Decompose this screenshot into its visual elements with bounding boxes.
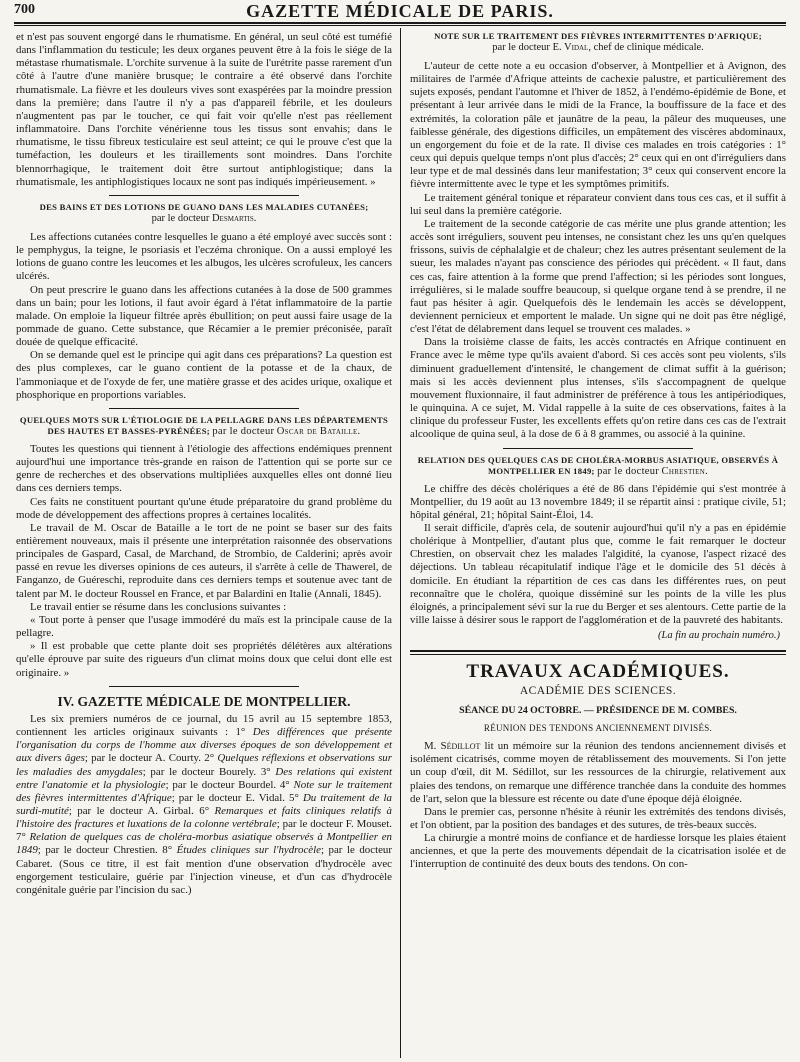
pellagre-quote: » Il est probable que cette plante doit ses propriétés délétères aux altérations qu'elle éprouve par suite des rigueurs d'un climat moins doux que celui dont elle est originaire. »: [16, 640, 392, 679]
seance-line: SÉANCE DU 24 OCTOBRE. — PRÉSIDENCE DE M. COMBES.: [459, 704, 737, 716]
section-rule: [410, 654, 786, 655]
separator: [109, 686, 299, 687]
right-column: [410, 31, 786, 872]
cholera-paragraph: Il serait difficile, d'après cela, de soutenir aujourd'hui qu'il n'y a pas en épidémie cholérique à Montpellier, d'autant plus que, comme le fait remarquer le docteur Chrestien, on observait chez les malades l'algidité, la cyanose, l'aspect rizacé des déjections. Un tableau récapitulatif indique l'âge et le domicile des 51 décès à domicile. En étudiant la répartition de ces cas dans les différentes rues, on peut reconnaître que le choléra, quoique disséminé sur les points de la ville les plus éloignés, a principalement sévi sur la rue du Berger et ses alentours. Cette partie de la ville laisse à désirer sous le rapport de l'agglomération et de la pauvreté des habitants.: [410, 522, 786, 627]
author-prefix: par le docteur: [492, 42, 550, 53]
pellagre-paragraph: Toutes les questions qui tiennent à l'étiologie des affections endémiques prennent aujourd'hui une importance très-grande en raison de l'attention qui se porte sur ce genre de recherches et des observations multipliées auxquelles elles ont donné lieu dans ces derniers temps.: [16, 442, 392, 495]
author-prefix: par le docteur: [597, 465, 660, 477]
text: ; par le docteur Chrestien. 8°: [37, 844, 173, 857]
separator: [109, 408, 299, 409]
text: ; par le docteur Bourely. 3°: [142, 765, 271, 778]
guano-article-author: [16, 213, 392, 225]
montpellier-paragraph: [16, 713, 392, 897]
text: ; par le docteur Bourdel. 4°: [165, 778, 290, 791]
author-prefix: par le docteur: [151, 212, 210, 224]
article-title: Relation de quelques cas de choléra-morbus asiatique observés à Montpellier en 1849: [16, 831, 392, 857]
vidal-paragraph: L'auteur de cette note a eu occasion d'observer, à Montpellier et à Avignon, des militaires de l'armée d'Afrique atteints de cachexie palustre, et particulièrement des sujets exposés, pendant l'automne et l'hiver de 1852, à l'endémo-épidémie de Bone, et présentant à leur arrivée dans le midi de la France, la bouffissure de la face et des extrémités, la coloration pâle et jaunâtre de la peau, la pâleur des muqueuses, une faiblesse générale, des digestions difficiles, un empâtement des viscères abdominaux, un engorgement du foie et de la rate. Il divise ces malades en trois catégories : 1° ceux qui depuis quelque temps n'ont plus d'accès; 2° ceux qui en ont d'irréguliers dans leur type et de mal dessinés dans leur manifestation; 3° ceux qui conservent encore la fièvre intermittente avec le type et les symptômes primitifs.: [410, 60, 786, 191]
text: Les six premiers numéros de ce journal, du 15 avril au 15 septembre 1853, contiennent les articles originaux suivants : 1°: [16, 712, 392, 739]
author-suffix: chef de clinique médicale.: [593, 42, 704, 53]
academie-title: ACADÉMIE DES SCIENCES.: [519, 684, 677, 697]
title-text: RELATION DES QUELQUES CAS DE CHOLÉRA-MORBUS ASIATIQUE, OBSERVÉS À MONTPELLIER EN 1849;: [417, 454, 779, 476]
author-name: E. Vidal,: [552, 42, 591, 53]
separator: [109, 195, 299, 196]
continuation-note: (La fin au prochain numéro.): [657, 630, 780, 642]
column-divider: [400, 28, 401, 1058]
header-rule: [14, 25, 786, 26]
article-title: Des relations qui existent entre l'anatomie et la physiologie: [16, 765, 392, 791]
separator: [503, 448, 693, 449]
vidal-article-author: [410, 42, 786, 54]
section-iv-title: IV. GAZETTE MÉDICALE DE MONTPELLIER.: [57, 693, 351, 709]
text: ; par le docteur F. Mouset. 7°: [16, 818, 392, 844]
sedillot-paragraph: Dans le premier cas, personne n'hésite à réunir les extrémités des tendons divisés, et l'on obtient, par la position des bandages et des sutures, de très-beaux succès.: [410, 805, 786, 831]
travaux-title: TRAVAUX ACADÉMIQUES.: [466, 661, 730, 683]
title-text: QUELQUES MOTS SUR L'ÉTIOLOGIE DE LA PELLAGRE DANS LES DÉPARTEMENTS DES HAUTES ET BASSES-PYRÉNÉES;: [19, 414, 389, 436]
guano-paragraph: On se demande quel est le principe qui agit dans ces préparations? La question est des plus complexes, car le guano contient de la potasse et de la chaux, de l'ammoniaque et de l'oxyde de fer, une matière grasse et des acides urique, oxalique et phosphorique en proportions variables.: [16, 349, 392, 401]
guano-paragraph: Les affections cutanées contre lesquelles le guano a été employé avec succès sont : le pemphygus, la teigne, le psoriasis et l'eczéma chronique. On a aussi employé les lotions de guano contre les leucomes et les albugos, les ulcères scrofuleux, les cancers ulcérés.: [16, 230, 392, 283]
article-title: Quelques réflexions et observations sur les maladies des amygdales: [16, 752, 392, 778]
reunion-title: RÉUNION DES TENDONS ANCIENNEMENT DIVISÉS.: [483, 722, 713, 733]
author-name: M. Sédillot: [424, 740, 481, 753]
author-name: Oscar de Bataille.: [276, 425, 361, 437]
author-name: Desmartis.: [211, 212, 257, 224]
text: lit un mémoire sur la réunion des tendons anciennement divisés et isolément cicatrisés, comme moyen de rétablissement des mouvements. Si l'on jette un coup d'œil, dit M. Sédillot, sur les ressources de la chirurgie, relativement aux plaies des tendons, on remarque une différence tranchée dans la conduite des hommes de l'art, selon que la blessure est récente ou date d'une époque déjà éloignée.: [410, 740, 786, 805]
article-title: Études cliniques sur l'hydrocèle: [176, 844, 321, 857]
section-rule: [410, 650, 786, 652]
article-title: Remarques et faits cliniques relatifs à l'histoire des fractures et luxations de la colonne vertébrale: [16, 804, 392, 831]
cholera-paragraph: Le chiffre des décès cholériques a été de 86 dans l'épidémie qui s'est montrée à Montpellier, du 19 août au 13 novembre 1849; il se répartit ainsi : pratique civile, 51; hôpital général, 21; hôpital Saint-Éloi, 14.: [410, 482, 786, 521]
cholera-article-title: [410, 455, 786, 477]
orchite-paragraph: et n'est pas souvent engorgé dans le rhumatisme. En général, un seul côté est tuméfié dans l'inflammation du testicule; les deux organes peuvent être à la fois le siége de la métastase rhumatismale. L'orchite survenue à la suite de l'urétrite passe rarement d'un côté à l'autre d'une manière brusque; le contraire a été observé dans l'orchite rhumatismale. La fièvre et les douleurs vives sont exaspérées par la moindre pression dans la première; dans l'autre il n'y a pas d'appareil fébrile, et les douleurs n'augmentent pas par le toucher, ce qui fait voir qu'elle n'est pas réellement inflammatoire. Dans l'orchite vénérienne tous les tissus sont envahis; dans le rhumatisme, le tissu fibreux testiculaire est seul atteint; ce qui le prouve c'est que la tuméfaction, les douleurs et les tiraillements sont moindres. Dans l'orchite blennorrhagique, le traitement doit être surtout antiphlogistique; dans la rhumatismale, les antiphlogistiques locaux ne sont pas indiqués impérieusement. »: [16, 31, 392, 188]
pellagre-paragraph: Le travail de M. Oscar de Bataille a le tort de ne point se baser sur des faits entièrement nouveaux, mais il présente une interprétation raisonnée des observations principales de Gaspard, Casal, de Marchand, de Strombio, de Calderini; après avoir passé en revue les diverses opinions de ces auteurs, il s'arrête à celle de Thawerel, de Fanganzo, de Guéreschi, reproduite dans ces derniers temps et soutenue avec tant de talent par M. le docteur Roussel en France, et par Balardini en Italie (Annali, 1845).: [16, 521, 392, 600]
sedillot-paragraph: La chirurgie a montré moins de confiance et de hardiesse lorsque les plaies étaient anciennes, et que la perte des mouvements dépendait de la cicatrisation isolée et de l'interruption de continuité des deux bouts des tendons. On con-: [410, 832, 786, 871]
masthead: GAZETTE MÉDICALE DE PARIS.: [246, 1, 554, 21]
pellagre-article-title: [16, 415, 392, 437]
pellagre-paragraph: Le travail entier se résume dans les conclusions suivantes :: [30, 600, 287, 613]
sedillot-paragraph: [410, 740, 786, 806]
vidal-paragraph: Dans la troisième classe de faits, les accès contractés en Afrique continuent en France avec le même type qu'ils avaient d'abord. Si ces accès sont peu violents, s'ils diminuent graduellement d'intensité, le changement de climat suffit à la guérison; mais si les accès deviennent plus intenses, s'ils s'accompagnent de quelque mouvement fluxionnaire, il faut administrer de préférence à tous les antipériodiques, le quinquina. A ce sujet, M. Vidal rappelle à la suite de ces observations, faites à la clinique du professeur Fuster, les excellents effets qu'on retire dans ces cas de l'extrait alcoolique de quina seul, à la dose de 6 à 8 grammes, ou associé à la quinine.: [410, 336, 786, 441]
article-title: Du traitement de la surdi-mutité: [16, 791, 392, 817]
article-title: Note sur le traitement des fièvres intermittentes d'Afrique: [16, 778, 392, 804]
guano-paragraph: On peut prescrire le guano dans les affections cutanées à la dose de 500 grammes dans un bain; pour les lotions, il faut avoir égard à l'état inflammatoire de la partie malade. On emploie la liqueur filtrée après ébullition; on peut aussi faire usage de la pommade de guano. Cette substance, que Récamier a le premier préconisée, paraît douée de quelque efficacité.: [16, 283, 392, 349]
page-header: [14, 0, 786, 24]
vidal-article-title: NOTE SUR LE TRAITEMENT DES FIÈVRES INTERMITTENTES D'AFRIQUE;: [434, 31, 762, 41]
guano-article-title: DES BAINS ET DES LOTIONS DE GUANO DANS LES MALADIES CUTANÉES;: [39, 201, 369, 212]
pellagre-paragraph: Ces faits ne constituent pourtant qu'une étude préparatoire du grand problème du mode de développement des affections propres à certaines localités.: [16, 495, 392, 521]
vidal-paragraph: Le traitement de la seconde catégorie de cas mérite une plus grande attention; les accès sont irréguliers, souvent peu intenses, ne consistant chez les uns qu'en quelques frissons, suivis de céphalalgie et de chaleur; chez les autres présentant seulement de la sueur, les malades n'ayant pas conscience des périodes qui précèdent. « Il faut, dans ces cas, faire attention à la forme que prend l'affection; si les périodes sont longues, irrégulières, si le malade souffre beaucoup, si quelque organe tend à se prendre, il ne faut pas hésiter à agir. Quelquefois dès le lendemain les accès se développent, deviennent pernicieux et emportent le malade. Un signe qui ne doit pas être négligé, c'est l'état de délabrement dans lequel se trouvent ces malades. »: [410, 217, 786, 336]
vidal-paragraph: Le traitement général tonique et réparateur convient dans tous ces cas, et il suffit à lui seul dans la première catégorie.: [410, 191, 786, 217]
article-title: Des différences que présente l'organisation du corps de l'homme aux diverses époques de son développement et aux divers âges: [16, 726, 392, 765]
pellagre-quote: « Tout porte à penser que l'usage immodéré du maïs est la principale cause de la pellagre.: [16, 613, 392, 640]
page-number: 700: [14, 2, 35, 17]
text: ; par le docteur A. Girbal. 6°: [68, 804, 210, 817]
author-name: Chrestien.: [661, 465, 709, 477]
text: ; par le docteur A. Courty. 2°: [84, 752, 215, 765]
author-prefix: par le docteur: [212, 425, 275, 437]
text: ; par le docteur E. Vidal. 5°: [171, 791, 299, 804]
left-column: [16, 31, 392, 897]
text: ; par le docteur Cabaret. (Sous ce titre, il est fait mention d'une observation d'hydrocèle avec engorgement testiculaire, guérie par l'injection vineuse, et d'un cas d'hydrocèle congénitale guérie par l'incision du sac.): [16, 844, 392, 896]
